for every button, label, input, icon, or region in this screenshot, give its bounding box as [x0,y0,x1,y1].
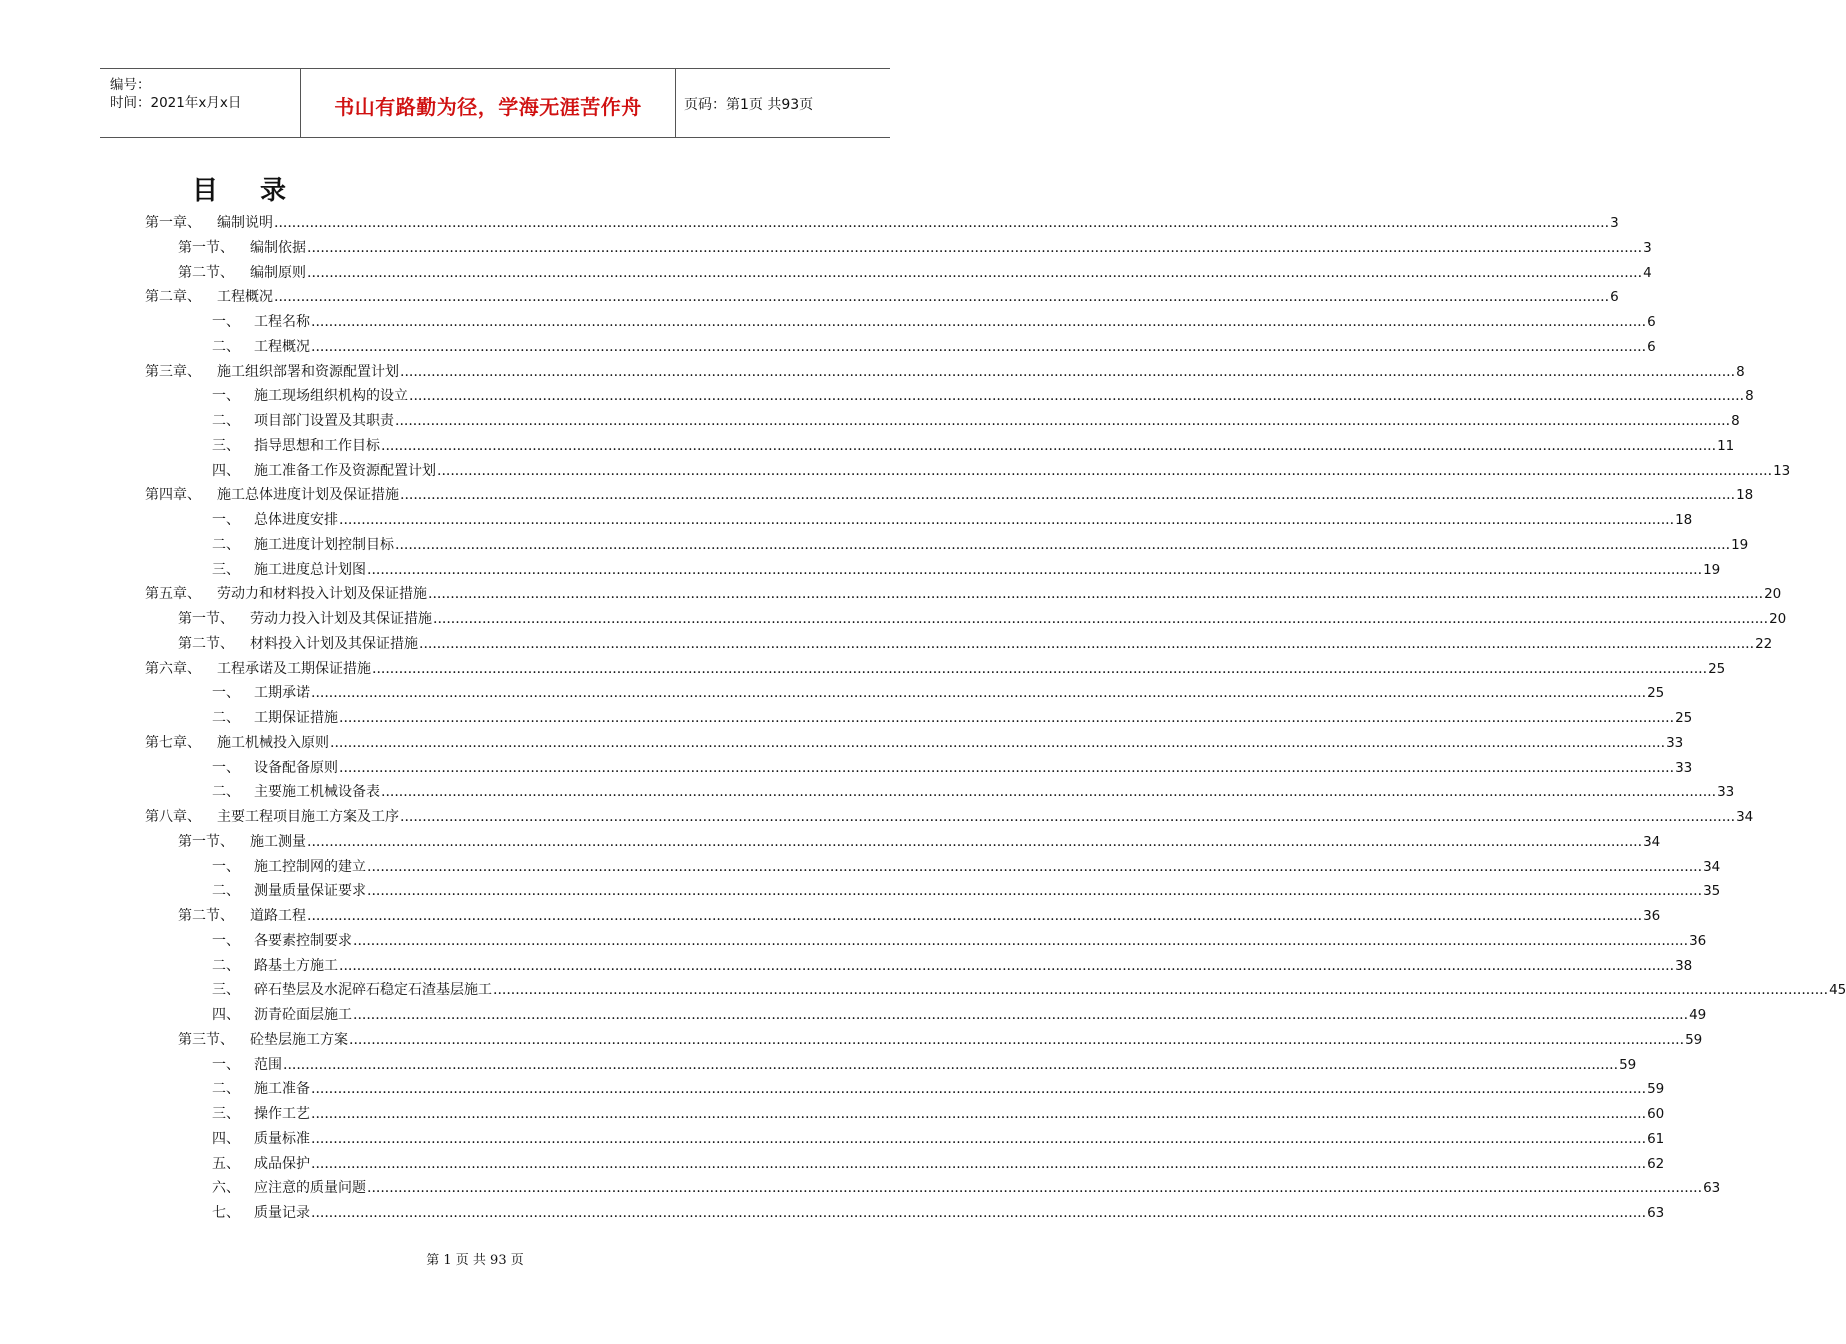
toc-entry-line [212,1102,1665,1126]
toc-entry-page: 4 [1643,264,1652,281]
toc-entry-text: 各要素控制要求 [254,932,352,949]
toc-entry-page: 36 [1643,908,1661,924]
toc-entry-number: 第一章、 [145,215,201,231]
toc-entry[interactable] [0,1077,1665,1102]
toc-entry-page: 8 [1731,413,1740,429]
toc-entry-text: 工程概况 [254,338,310,355]
toc-entry-page: 6 [1647,314,1656,330]
toc-entry-text: 路基土方施工 [254,957,338,974]
toc-entry-text: 操作工艺 [254,1106,310,1122]
toc-entry-line [212,879,1721,903]
header-info-cell [100,69,301,137]
toc-entry-number: 第四章、 [145,487,201,504]
toc-entry-text: 质量记录 [254,1205,310,1221]
toc-entry-page: 3 [1610,215,1619,231]
toc-entry[interactable] [0,879,1721,904]
toc-leader-dots: ............................................................................................................................................................................................................................................................................................................ [395,536,1731,553]
toc-entry-text: 指导思想和工作目标 [254,437,380,454]
toc-entry-page: 18 [1675,512,1693,528]
toc-entry-text: 沥青砼面层施工 [254,1007,352,1023]
toc-entry-page: 18 [1736,487,1754,504]
toc-entry-number: 四、 [212,462,240,479]
page-header [100,68,890,138]
toc-entry-text: 道路工程 [250,908,306,924]
toc-entry-line [178,607,1787,631]
toc-entry-text: 施工测量 [250,833,306,850]
toc-leader-dots: ............................................................................................................................................................................................................................................................................................................ [311,1106,1647,1122]
toc-entry-line [212,434,1735,458]
toc-entry-line [212,1176,1721,1200]
toc-entry-number: 二、 [212,338,240,355]
toc-leader-dots: ............................................................................................................................................................................................................................................................................................................ [400,809,1736,825]
toc-entry-page: 8 [1736,363,1745,380]
toc-entry-number: 六、 [212,1180,240,1197]
toc-entry[interactable] [0,830,1661,855]
toc-entry-number: 二、 [212,536,240,553]
toc-entry-text: 成品保护 [254,1155,310,1172]
toc-entry-text: 劳动力和材料投入计划及保证措施 [217,586,427,603]
toc-entry-page: 38 [1675,957,1693,974]
toc-entry-line [212,310,1656,334]
toc-entry-page: 49 [1689,1007,1707,1023]
toc-entry-line [145,483,1754,507]
toc-leader-dots: ............................................................................................................................................................................................................................................................................................................ [274,215,1610,231]
toc-entry[interactable] [0,261,1652,286]
toc-entry-page: 34 [1736,809,1754,825]
toc-leader-dots: ............................................................................................................................................................................................................................................................................................................ [307,908,1643,924]
toc-leader-dots: ............................................................................................................................................................................................................................................................................................................ [274,289,1610,306]
toc-leader-dots: ............................................................................................................................................................................................................................................................................................................ [493,982,1829,999]
toc-entry[interactable] [0,1127,1665,1152]
toc-entry[interactable] [0,1053,1637,1078]
toc-leader-dots: ............................................................................................................................................................................................................................................................................................................ [433,611,1769,627]
date-line: 时间：2021年x月x日 [110,95,242,111]
toc-leader-dots: ............................................................................................................................................................................................................................................................................................................ [307,239,1643,256]
toc-entry-line [212,855,1721,879]
toc-entry-text: 编制原则 [250,264,306,281]
toc-entry-line [212,335,1656,359]
toc-entry-line [178,1028,1703,1052]
toc-entry-text: 施工准备工作及资源配置计划 [254,462,436,479]
toc-entry[interactable] [0,632,1773,657]
toc-leader-dots: ............................................................................................................................................................................................................................................................................................................ [311,685,1647,702]
toc-entry-number: 第八章、 [145,809,201,825]
toc-entry-page: 8 [1745,388,1754,405]
toc-entry[interactable] [0,236,1652,261]
toc-entry-line [212,706,1693,730]
toc-entry-line [212,978,1846,1002]
toc-entry-text: 施工进度总计划图 [254,561,366,578]
toc-entry-text: 工期承诺 [254,685,310,702]
toc-entry-line [212,780,1735,804]
toc-entry-number: 第七章、 [145,734,201,751]
toc-entry[interactable] [0,657,1726,682]
toc-entry-number: 第五章、 [145,586,201,603]
toc-entry-text: 施工准备 [254,1081,310,1098]
toc-leader-dots: ............................................................................................................................................................................................................................................................................................................ [307,264,1643,281]
toc-leader-dots: ............................................................................................................................................................................................................................................................................................................ [395,413,1731,429]
toc-entry[interactable] [0,483,1754,508]
toc-entry-text: 砼垫层施工方案 [250,1031,348,1048]
toc-entry-number: 一、 [212,1056,240,1073]
toc-entry-line [212,409,1740,433]
header-page-cell [676,69,890,137]
table-of-contents [0,211,1846,1226]
toc-entry-text: 施工机械投入原则 [217,734,329,751]
toc-entry-page: 33 [1675,759,1693,776]
toc-entry-text: 测量质量保证要求 [254,883,366,900]
toc-entry[interactable] [0,731,1684,756]
toc-entry-number: 三、 [212,982,240,999]
toc-entry[interactable] [0,1028,1703,1053]
toc-entry-text: 施工组织部署和资源配置计划 [217,363,399,380]
toc-leader-dots: ............................................................................................................................................................................................................................................................................................................ [311,314,1647,330]
toc-title: 目录 [191,176,328,206]
toc-entry-line [212,459,1791,483]
toc-entry-page: 33 [1717,784,1735,801]
toc-entry-number: 第一节、 [178,239,234,256]
toc-leader-dots: ............................................................................................................................................................................................................................................................................................................ [339,512,1675,528]
toc-entry-text: 工程概况 [217,289,273,306]
toc-entry-number: 一、 [212,685,240,702]
toc-entry-text: 劳动力投入计划及其保证措施 [250,611,432,627]
toc-entry-line [178,830,1661,854]
toc-entry[interactable] [0,855,1721,880]
toc-entry-line [178,261,1652,285]
toc-entry-number: 第三节、 [178,1031,234,1048]
toc-entry-line [145,211,1619,235]
toc-entry[interactable] [0,582,1782,607]
toc-entry-line [212,681,1665,705]
toc-entry-number: 二、 [212,413,240,429]
toc-entry-number: 一、 [212,512,240,528]
toc-entry-number: 第二节、 [178,908,234,924]
toc-entry-page: 35 [1703,883,1721,900]
toc-entry-text: 范围 [254,1056,282,1073]
toc-entry-text: 主要工程项目施工方案及工序 [217,809,399,825]
toc-entry-text: 项目部门设置及其职责 [254,413,394,429]
toc-entry-number: 第二节、 [178,264,234,281]
toc-entry-line [145,731,1684,755]
toc-entry-number: 一、 [212,388,240,405]
toc-entry-number: 二、 [212,1081,240,1098]
toc-leader-dots: ............................................................................................................................................................................................................................................................................................................ [367,858,1703,875]
toc-entry-text: 碎石垫层及水泥碎石稳定石渣基层施工 [254,982,492,999]
toc-entry[interactable] [0,954,1693,979]
toc-entry-number: 一、 [212,759,240,776]
toc-entry-page: 25 [1647,685,1665,702]
toc-entry-page: 6 [1647,338,1656,355]
toc-entry[interactable] [0,780,1735,805]
toc-entry-number: 四、 [212,1130,240,1147]
toc-entry-page: 19 [1731,536,1749,553]
toc-entry-page: 45 [1829,982,1846,999]
toc-entry-number: 第一节、 [178,833,234,850]
toc-entry-text: 工程承诺及工期保证措施 [217,660,371,677]
toc-entry-line [212,954,1693,978]
toc-entry-number: 二、 [212,957,240,974]
toc-entry[interactable] [0,409,1740,434]
toc-entry-text: 总体进度安排 [254,512,338,528]
toc-leader-dots: ............................................................................................................................................................................................................................................................................................................ [419,635,1755,652]
toc-entry[interactable] [0,211,1619,236]
toc-entry[interactable] [0,1003,1707,1028]
toc-entry-line [212,1077,1665,1101]
toc-entry-line [145,285,1619,309]
toc-entry-number: 第三章、 [145,363,201,380]
toc-entry-page: 25 [1708,660,1726,677]
toc-entry-text: 施工控制网的建立 [254,858,366,875]
toc-entry-number: 二、 [212,883,240,900]
toc-leader-dots: ............................................................................................................................................................................................................................................................................................................ [353,1007,1689,1023]
toc-entry-page: 19 [1703,561,1721,578]
toc-leader-dots: ............................................................................................................................................................................................................................................................................................................ [437,462,1773,479]
toc-entry[interactable] [0,434,1735,459]
toc-entry-line [212,508,1693,532]
toc-entry[interactable] [0,558,1721,583]
toc-entry-line [178,904,1661,928]
toc-entry[interactable] [0,459,1791,484]
toc-entry-line [212,929,1707,953]
toc-entry-page: 33 [1666,734,1684,751]
toc-leader-dots: ............................................................................................................................................................................................................................................................................................................ [381,437,1717,454]
toc-leader-dots: ............................................................................................................................................................................................................................................................................................................ [311,1130,1647,1147]
toc-leader-dots: ............................................................................................................................................................................................................................................................................................................ [339,957,1675,974]
toc-entry-line [212,1003,1707,1027]
toc-entry[interactable] [0,360,1745,385]
toc-entry-number: 一、 [212,858,240,875]
toc-entry[interactable] [0,1152,1665,1177]
toc-entry[interactable] [0,1176,1721,1201]
toc-entry-page: 59 [1647,1081,1665,1098]
toc-entry[interactable] [0,756,1693,781]
toc-entry[interactable] [0,805,1754,830]
toc-entry-line [178,632,1773,656]
toc-entry-text: 编制依据 [250,239,306,256]
toc-entry-line [212,1152,1665,1176]
toc-entry-page: 63 [1647,1205,1665,1221]
toc-entry-text: 编制说明 [217,215,273,231]
toc-entry-line [212,558,1721,582]
toc-entry-number: 一、 [212,932,240,949]
motto-text: 书山有路勤为径，学海无涯苦作舟 [334,95,642,119]
toc-leader-dots: ............................................................................................................................................................................................................................................................................................................ [349,1031,1685,1048]
toc-entry-line [145,657,1726,681]
toc-entry[interactable] [0,310,1656,335]
toc-entry-text: 主要施工机械设备表 [254,784,380,801]
toc-leader-dots: ............................................................................................................................................................................................................................................................................................................ [400,363,1736,380]
toc-leader-dots: ............................................................................................................................................................................................................................................................................................................ [311,1205,1647,1221]
toc-entry-number: 二、 [212,784,240,801]
toc-entry-number: 四、 [212,1007,240,1023]
page-info: 页码：第1页 共93页 [684,97,814,113]
toc-entry[interactable] [0,1102,1665,1127]
toc-entry-page: 13 [1773,462,1791,479]
toc-leader-dots: ............................................................................................................................................................................................................................................................................................................ [353,932,1689,949]
toc-entry-number: 第二节、 [178,635,234,652]
toc-entry-number: 一、 [212,314,240,330]
toc-entry-text: 材料投入计划及其保证措施 [250,635,418,652]
toc-entry-page: 59 [1619,1056,1637,1073]
toc-entry-line [212,1201,1665,1225]
toc-entry-page: 62 [1647,1155,1665,1172]
toc-leader-dots: ............................................................................................................................................................................................................................................................................................................ [381,784,1717,801]
toc-entry-line [178,236,1652,260]
toc-entry-text: 应注意的质量问题 [254,1180,366,1197]
toc-leader-dots: ............................................................................................................................................................................................................................................................................................................ [339,710,1675,726]
toc-entry-text: 质量标准 [254,1130,310,1147]
toc-entry[interactable] [0,706,1693,731]
toc-leader-dots: ............................................................................................................................................................................................................................................................................................................ [307,833,1643,850]
toc-entry-page: 20 [1764,586,1782,603]
toc-leader-dots: ............................................................................................................................................................................................................................................................................................................ [311,338,1647,355]
toc-entry-text: 施工总体进度计划及保证措施 [217,487,399,504]
toc-entry-line [145,360,1745,384]
toc-entry[interactable] [0,508,1693,533]
toc-entry-number: 第六章、 [145,660,201,677]
toc-entry-number: 二、 [212,710,240,726]
toc-entry-line [212,1127,1665,1151]
code-label: 编号： [110,77,151,93]
toc-leader-dots: ............................................................................................................................................................................................................................................................................................................ [367,561,1703,578]
toc-leader-dots: ............................................................................................................................................................................................................................................................................................................ [428,586,1764,603]
toc-entry-page: 63 [1703,1180,1721,1197]
toc-entry-line [212,384,1754,408]
toc-entry[interactable] [0,904,1661,929]
toc-entry-page: 20 [1769,611,1787,627]
page-footer: 第 1 页 共 93 页 [426,1253,524,1268]
toc-leader-dots: ............................................................................................................................................................................................................................................................................................................ [311,1081,1647,1098]
toc-entry-page: 3 [1643,239,1652,256]
toc-entry-page: 59 [1685,1031,1703,1048]
toc-leader-dots: ............................................................................................................................................................................................................................................................................................................ [330,734,1666,751]
toc-entry[interactable] [0,1201,1665,1226]
toc-leader-dots: ............................................................................................................................................................................................................................................................................................................ [400,487,1736,504]
toc-entry-line [212,1053,1637,1077]
toc-entry-text: 工期保证措施 [254,710,338,726]
toc-entry[interactable] [0,929,1707,954]
toc-entry[interactable] [0,384,1754,409]
toc-entry-text: 设备配备原则 [254,759,338,776]
toc-leader-dots: ............................................................................................................................................................................................................................................................................................................ [339,759,1675,776]
toc-entry-line [212,756,1693,780]
toc-entry-number: 三、 [212,437,240,454]
toc-entry-text: 施工进度计划控制目标 [254,536,394,553]
toc-leader-dots: ............................................................................................................................................................................................................................................................................................................ [367,1180,1703,1197]
toc-entry-number: 五、 [212,1155,240,1172]
toc-leader-dots: ............................................................................................................................................................................................................................................................................................................ [367,883,1703,900]
toc-entry-page: 36 [1689,932,1707,949]
toc-entry-page: 34 [1703,858,1721,875]
toc-entry-line [212,533,1749,557]
toc-entry[interactable] [0,335,1656,360]
toc-entry-number: 七、 [212,1205,240,1221]
toc-entry-number: 三、 [212,1106,240,1122]
toc-entry-number: 三、 [212,561,240,578]
toc-entry[interactable] [0,978,1846,1003]
toc-entry-page: 61 [1647,1130,1665,1147]
toc-entry-text: 工程名称 [254,314,310,330]
toc-entry-page: 6 [1610,289,1619,306]
toc-entry-page: 60 [1647,1106,1665,1122]
toc-entry-number: 第二章、 [145,289,201,306]
toc-entry-page: 25 [1675,710,1693,726]
toc-leader-dots: ............................................................................................................................................................................................................................................................................................................ [311,1155,1647,1172]
toc-entry-number: 第一节、 [178,611,234,627]
toc-entry-page: 34 [1643,833,1661,850]
toc-entry[interactable] [0,533,1749,558]
toc-entry-page: 11 [1717,437,1735,454]
toc-entry-line [145,582,1782,606]
toc-leader-dots: ............................................................................................................................................................................................................................................................................................................ [283,1056,1619,1073]
toc-entry[interactable] [0,285,1619,310]
toc-leader-dots: ............................................................................................................................................................................................................................................................................................................ [409,388,1745,405]
header-motto-cell [301,69,676,137]
toc-leader-dots: ............................................................................................................................................................................................................................................................................................................ [372,660,1708,677]
toc-entry-text: 施工现场组织机构的设立 [254,388,408,405]
toc-entry-line [145,805,1754,829]
toc-entry[interactable] [0,681,1665,706]
toc-entry[interactable] [0,607,1787,632]
toc-entry-page: 22 [1755,635,1773,652]
